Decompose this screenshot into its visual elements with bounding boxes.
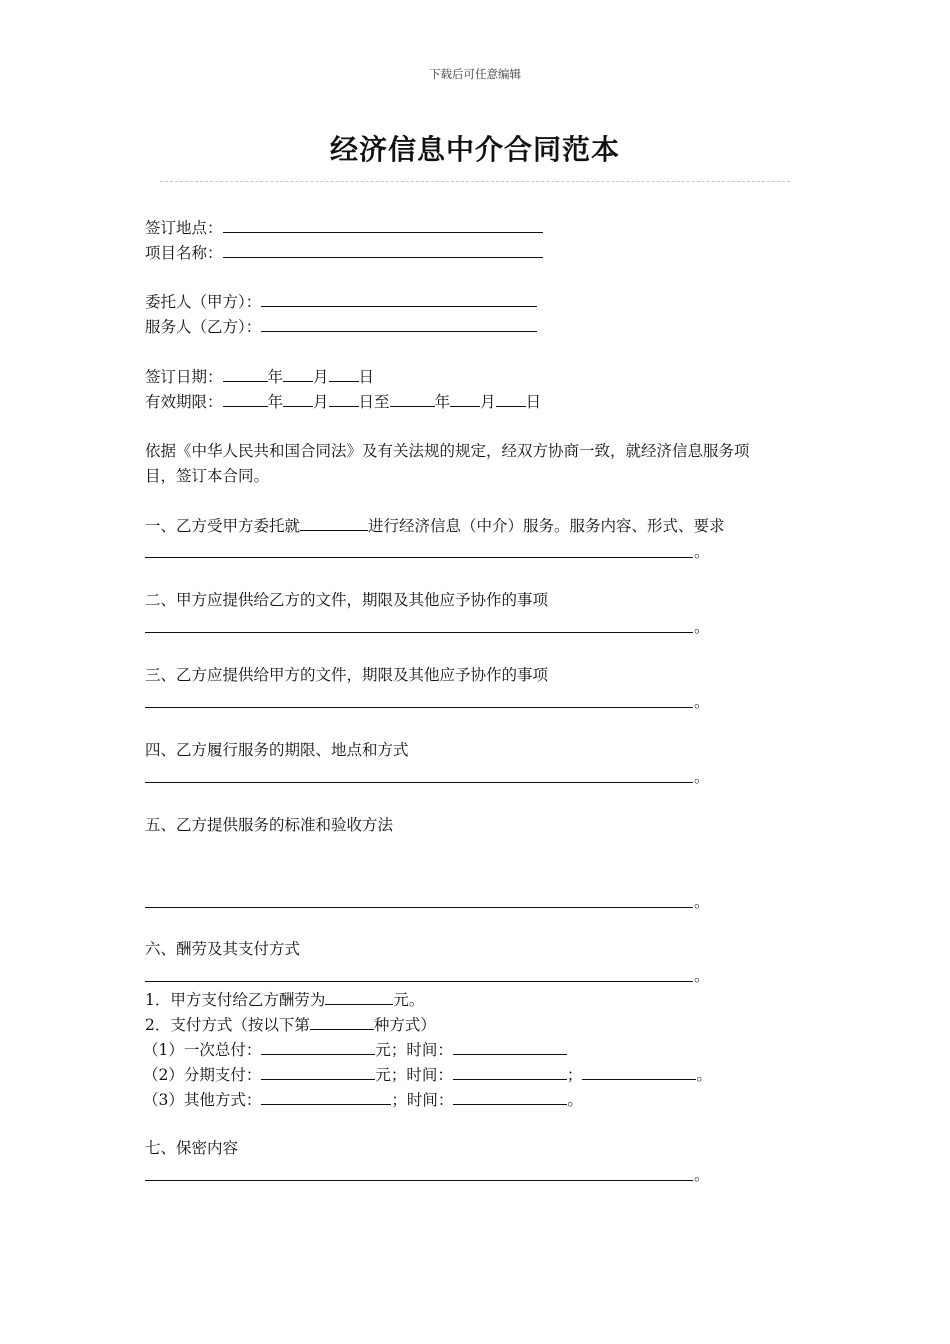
option-2-semicolon: ；: [566, 1066, 583, 1084]
section-4-fill-line[interactable]: [145, 782, 693, 783]
end-year-label: 年: [434, 393, 451, 411]
year-blank[interactable]: [223, 366, 268, 382]
option-2-amount-blank[interactable]: [261, 1064, 375, 1080]
start-day-blank[interactable]: [329, 391, 359, 407]
end-month-label: 月: [480, 393, 496, 411]
section-5-heading: 五、乙方提供服务的标准和验收方法: [145, 816, 394, 834]
page-title: 经济信息中介合同范本: [329, 133, 620, 166]
section-2-heading: 二、甲方应提供给乙方的文件，期限及其他应予协作的事项: [145, 591, 549, 609]
sign-place-row: [145, 217, 543, 238]
section-1-text-b: 进行经济信息（中介）服务。服务内容、形式、要求: [368, 517, 725, 535]
party-a-label: 委托人（甲方）：: [145, 293, 262, 311]
day-blank[interactable]: [329, 366, 359, 382]
start-month-blank[interactable]: [283, 391, 313, 407]
start-year-label: 年: [267, 393, 284, 411]
start-month-label: 月: [313, 393, 329, 411]
preamble-line-2: 目，签订本合同。: [145, 467, 270, 485]
option-1-time-blank[interactable]: [453, 1039, 567, 1055]
section-6-fill-line[interactable]: [145, 981, 693, 982]
section-5-fill-line[interactable]: [145, 907, 693, 908]
option-2-yuan-time: 元；时间：: [375, 1066, 453, 1084]
preamble-line-1: 依据《中华人民共和国合同法》及有关法规的规定，经双方协商一致，就经济信息服务项: [145, 442, 750, 460]
party-b-blank[interactable]: [261, 316, 537, 332]
section-6-heading: 六、酬劳及其支付方式: [145, 940, 301, 958]
section-7-fill-line[interactable]: [145, 1180, 693, 1181]
section-2-fill-line[interactable]: [145, 632, 693, 633]
option-3-row: [143, 1089, 583, 1110]
option-1-yuan-time: 元；时间：: [375, 1041, 453, 1059]
section-4-heading: 四、乙方履行服务的期限、地点和方式: [145, 741, 409, 759]
party-a-blank[interactable]: [261, 291, 537, 307]
section-2-period: 。: [694, 618, 710, 636]
sign-date-row: [145, 366, 374, 387]
option-3-time-label: ；时间：: [391, 1091, 454, 1109]
option-3-label: （3）其他方式：: [143, 1091, 262, 1109]
end-year-blank[interactable]: [390, 391, 435, 407]
payment-method-row: [145, 1014, 436, 1035]
end-day-blank[interactable]: [496, 391, 526, 407]
year-label: 年: [267, 368, 284, 386]
party-b-row: [145, 316, 537, 337]
option-2-label: （2）分期支付：: [143, 1066, 262, 1084]
day-to-label: 日至: [358, 393, 390, 411]
party-a-row: [145, 291, 537, 312]
end-month-blank[interactable]: [450, 391, 480, 407]
end-day-label: 日: [525, 393, 542, 411]
section-5-period: 。: [694, 893, 710, 911]
section-3-heading: 三、乙方应提供给甲方的文件，期限及其他应予协作的事项: [145, 666, 549, 684]
option-3-method-blank[interactable]: [261, 1089, 391, 1105]
project-name-row: [145, 242, 543, 263]
option-2-time-blank-1[interactable]: [453, 1064, 567, 1080]
month-blank[interactable]: [283, 366, 313, 382]
section-4-period: 。: [694, 768, 710, 786]
section-1-fill-line[interactable]: [145, 557, 693, 558]
sign-place-blank[interactable]: [223, 217, 543, 233]
option-1-row: [143, 1039, 567, 1060]
option-3-time-blank[interactable]: [453, 1089, 567, 1105]
section-3-period: 。: [694, 693, 710, 711]
sign-place-label: 签订地点：: [145, 219, 223, 237]
sign-date-label: 签订日期：: [145, 368, 223, 386]
option-2-period: 。: [696, 1066, 712, 1084]
payment-amount-blank[interactable]: [325, 989, 393, 1005]
section-1-text-a: 一、乙方受甲方委托就: [145, 517, 301, 535]
section-1-heading: [145, 515, 725, 536]
valid-period-row: [145, 391, 541, 412]
option-1-label: （1）一次总付：: [143, 1041, 262, 1059]
title-divider: [160, 181, 790, 182]
payment-amount-suffix: 元。: [393, 991, 425, 1009]
valid-period-label: 有效期限：: [145, 393, 223, 411]
payment-method-blank[interactable]: [310, 1014, 374, 1030]
project-name-blank[interactable]: [223, 242, 543, 258]
option-2-time-blank-2[interactable]: [582, 1064, 696, 1080]
payment-amount-row: [145, 989, 424, 1010]
option-1-amount-blank[interactable]: [261, 1039, 375, 1055]
payment-amount-label: 1．甲方支付给乙方酬劳为: [145, 991, 326, 1009]
service-subject-blank[interactable]: [300, 515, 368, 531]
party-b-label: 服务人（乙方）：: [145, 318, 262, 336]
section-3-fill-line[interactable]: [145, 707, 693, 708]
payment-method-label: 2．支付方式（按以下第: [145, 1016, 310, 1034]
header-note: 下载后可任意编辑: [429, 67, 521, 81]
section-7-period: 。: [694, 1166, 710, 1184]
option-3-period: 。: [567, 1091, 583, 1109]
option-2-row: [143, 1064, 712, 1085]
day-label: 日: [358, 368, 375, 386]
section-6-period: 。: [694, 967, 710, 985]
month-label: 月: [313, 368, 329, 386]
section-1-period: 。: [694, 543, 710, 561]
payment-method-suffix: 种方式）: [373, 1016, 436, 1034]
start-year-blank[interactable]: [223, 391, 268, 407]
section-7-heading: 七、保密内容: [145, 1139, 239, 1157]
project-name-label: 项目名称：: [145, 244, 223, 262]
